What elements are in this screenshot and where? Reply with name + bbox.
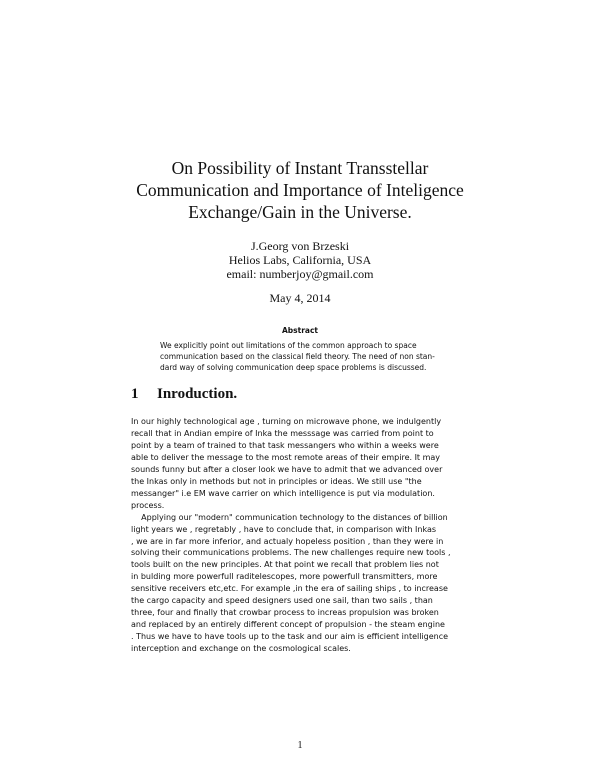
paper-title bbox=[100, 157, 500, 223]
body-line: recall that in Andian empire of Inka the messsage was carried from point to bbox=[131, 428, 434, 438]
body-text bbox=[131, 416, 451, 655]
title-line-3: Exchange/Gain in the Universe. bbox=[188, 202, 412, 222]
body-line: solving their communications problems. The new challenges require new tools , bbox=[131, 548, 451, 558]
body-line: the cargo capacity and speed designers used one sail, than two sails , than bbox=[131, 596, 433, 606]
paper-date: May 4, 2014 bbox=[269, 291, 331, 305]
title-line-2: Communication and Importance of Inteligence bbox=[136, 180, 464, 200]
body-line: and replaced by an entirely different concept of propulsion - the steam engine bbox=[131, 620, 445, 630]
body-line: light years we , regretably , have to conclude that, in comparison with Inkas bbox=[131, 524, 437, 534]
body-line: the Inkas only in methods but not in principles or ideas. We still use "the bbox=[131, 476, 422, 486]
body-line: Applying our "modern" communication technology to the distances of billion bbox=[131, 512, 448, 522]
abstract-line: communication based on the classical field theory. The need of non stan- bbox=[160, 352, 435, 362]
section-heading bbox=[131, 386, 237, 403]
abstract-text bbox=[160, 340, 435, 374]
body-line: tools built on the new principles. At that point we recall that problem lies not bbox=[131, 560, 439, 570]
body-line: messanger" i.e EM wave carrier on which intelligence is put via modulation. bbox=[131, 488, 435, 498]
body-line: point by a team of trained to that task messangers who within a weeks were bbox=[131, 440, 439, 450]
abstract-line: dard way of solving communication deep space problems is discussed. bbox=[160, 363, 427, 373]
body-line: able to deliver the message to the most remote areas of their empire. It may bbox=[131, 452, 441, 462]
body-line: sounds funny but after a closer look we have to admit that we advanced over bbox=[131, 464, 443, 474]
abstract-line: We explicitly point out limitations of the common approach to space bbox=[160, 341, 417, 350]
abstract-heading: Abstract bbox=[281, 326, 318, 335]
author-affiliation: Helios Labs, California, USA bbox=[228, 253, 372, 267]
body-line: In our highly technological age , turning on microwave phone, we indulgently bbox=[131, 417, 442, 426]
body-line: interception and exchange on the cosmological scales. bbox=[131, 644, 351, 654]
body-line: process. bbox=[131, 500, 165, 510]
body-line: three, four and finally that crowbar process to increas propulsion was broken bbox=[131, 608, 439, 618]
title-line-1: On Possibility of Instant Transstellar bbox=[171, 158, 429, 178]
page-number: 1 bbox=[297, 740, 303, 751]
section-number: 1 bbox=[131, 386, 139, 402]
body-line: , we are in far more inferior, and actualy hopeless position , than they were in bbox=[131, 536, 444, 546]
author-name: J.Georg von Brzeski bbox=[250, 239, 350, 253]
section-title: Inroduction. bbox=[157, 386, 238, 402]
author-email: email: numberjoy@gmail.com bbox=[226, 267, 374, 281]
author-block bbox=[150, 239, 450, 281]
body-line: sensitive receivers etc,etc. For example ,in the era of sailing ships , to increase bbox=[131, 584, 448, 594]
body-line: in bulding more powerfull raditelescopes, more powerfull transmitters, more bbox=[131, 572, 438, 582]
body-line: . Thus we have to have tools up to the task and our aim is efficient intelligence bbox=[131, 632, 449, 642]
